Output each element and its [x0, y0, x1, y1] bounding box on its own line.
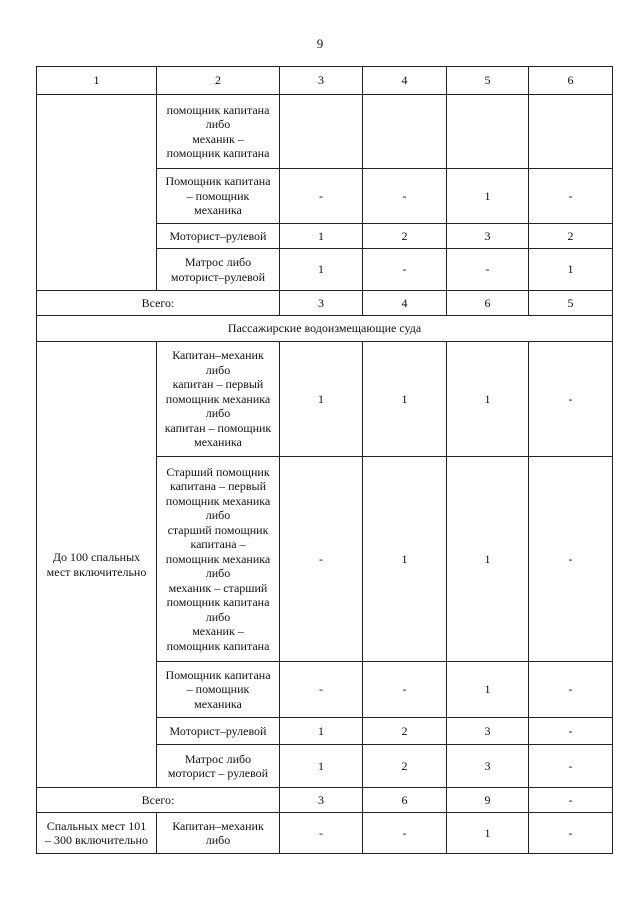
column-number: 2 [157, 67, 280, 95]
value-cell: 1 [529, 249, 613, 291]
role-line: либо [205, 833, 231, 847]
value-cell: - [363, 169, 447, 224]
role-line: моторист – рулевой [167, 766, 269, 780]
total-label: Всего: [37, 788, 280, 813]
value-cell: - [280, 457, 363, 662]
value-cell: - [529, 718, 613, 745]
value-cell: 3 [447, 224, 529, 249]
category-line: – 300 включительно [45, 833, 148, 847]
value-cell: - [529, 342, 613, 457]
column-number-row [37, 67, 613, 95]
value-cell: 1 [280, 224, 363, 249]
role-line: помощник механика [165, 391, 271, 406]
category-cell [37, 95, 157, 291]
value-cell: 2 [363, 718, 447, 745]
role-line: Моторист–рулевой [169, 723, 267, 738]
role-line: Матрос либо [184, 255, 252, 269]
value-cell: 1 [447, 457, 529, 662]
total-row [37, 291, 613, 316]
value-cell: 2 [363, 224, 447, 249]
total-row [37, 788, 613, 813]
value-cell: 3 [447, 718, 529, 745]
value-cell: - [529, 745, 613, 788]
category-line: До 100 спальных [52, 550, 141, 564]
value-cell: - [529, 169, 613, 224]
role-cell [157, 718, 280, 745]
value-cell: - [363, 813, 447, 854]
role-line: помощник капитана [166, 638, 270, 653]
role-line: капитан – помощник [164, 420, 272, 435]
role-line: механика [194, 696, 242, 711]
total-value: - [529, 788, 613, 813]
total-value: 6 [363, 788, 447, 813]
total-value: 9 [447, 788, 529, 813]
role-line: Капитан–механик [172, 818, 264, 833]
role-cell [157, 745, 280, 788]
role-line: старший помощник [167, 522, 269, 537]
value-cell: 1 [363, 342, 447, 457]
role-line: Матрос либо [184, 751, 252, 766]
crew-table [36, 66, 613, 854]
value-cell: 2 [363, 745, 447, 788]
total-value: 4 [363, 291, 447, 316]
role-line: – помощник [186, 682, 250, 697]
value-cell: 1 [447, 169, 529, 224]
role-line: Капитан–механик [172, 348, 264, 363]
total-value: 3 [280, 291, 363, 316]
value-cell: - [529, 457, 613, 662]
role-line: Моторист–рулевой [169, 228, 267, 243]
category-line: Спальных мест 101 [46, 818, 147, 833]
role-line: механик – старший [168, 580, 268, 595]
value-cell: - [529, 662, 613, 718]
role-line: механик – [192, 131, 244, 146]
role-line: механика [194, 435, 242, 450]
role-cell [157, 169, 280, 224]
role-line: механик – [192, 624, 244, 639]
table-row [37, 813, 613, 854]
value-cell: 1 [447, 662, 529, 718]
category-cell [37, 342, 157, 788]
role-cell [157, 457, 280, 662]
role-cell [157, 224, 280, 249]
role-line: помощник капитана [166, 102, 270, 117]
category-line: мест включительно [46, 564, 147, 579]
section-title: Пассажирские водоизмещающие суда [37, 316, 613, 342]
role-line: помощник капитана [166, 146, 270, 160]
total-value: 5 [529, 291, 613, 316]
role-line: либо [205, 566, 231, 581]
value-cell: - [363, 249, 447, 291]
value-cell: - [363, 662, 447, 718]
role-line: моторист–рулевой [170, 269, 266, 284]
role-cell [157, 249, 280, 291]
role-line: капитана – первый [169, 479, 267, 494]
column-number: 3 [280, 67, 363, 95]
role-line: помощник капитана [166, 595, 270, 610]
section-title-row [37, 316, 613, 342]
value-cell: 2 [529, 224, 613, 249]
table-row [37, 342, 613, 457]
role-line: помощник механика [165, 551, 271, 566]
role-line: капитана – [190, 537, 246, 552]
role-cell [157, 342, 280, 457]
role-line: помощник механика [165, 493, 271, 508]
value-cell: - [280, 169, 363, 224]
role-line: капитан – первый [172, 377, 264, 392]
value-cell [280, 95, 363, 169]
value-cell [447, 95, 529, 169]
value-cell: 1 [363, 457, 447, 662]
value-cell [363, 95, 447, 169]
value-cell: 1 [447, 813, 529, 854]
role-cell [157, 95, 280, 169]
role-line: либо [205, 362, 231, 377]
total-value: 3 [280, 788, 363, 813]
page-number: 9 [316, 36, 324, 51]
role-cell [157, 813, 280, 854]
value-cell: - [280, 662, 363, 718]
column-number: 1 [37, 67, 157, 95]
value-cell [529, 95, 613, 169]
value-cell: - [447, 249, 529, 291]
role-line: Помощник капитана [165, 667, 271, 682]
value-cell: 3 [447, 745, 529, 788]
role-line: либо [205, 406, 231, 421]
value-cell: 1 [280, 249, 363, 291]
value-cell: - [529, 813, 613, 854]
role-line: Помощник капитана [165, 174, 271, 189]
category-cell [37, 813, 157, 854]
role-cell [157, 662, 280, 718]
role-line: либо [205, 609, 231, 624]
value-cell: 1 [280, 718, 363, 745]
total-value: 6 [447, 291, 529, 316]
value-cell: 1 [280, 745, 363, 788]
value-cell: 1 [447, 342, 529, 457]
role-line: либо [205, 508, 231, 523]
table-row [37, 95, 613, 169]
total-label: Всего: [37, 291, 280, 316]
role-line: механика [194, 203, 242, 218]
role-line: Старший помощник [166, 464, 270, 479]
role-line: либо [205, 117, 231, 131]
column-number: 5 [447, 67, 529, 95]
role-line: – помощник [186, 188, 250, 203]
value-cell: - [280, 813, 363, 854]
value-cell: 1 [280, 342, 363, 457]
column-number: 6 [529, 67, 613, 95]
column-number: 4 [363, 67, 447, 95]
